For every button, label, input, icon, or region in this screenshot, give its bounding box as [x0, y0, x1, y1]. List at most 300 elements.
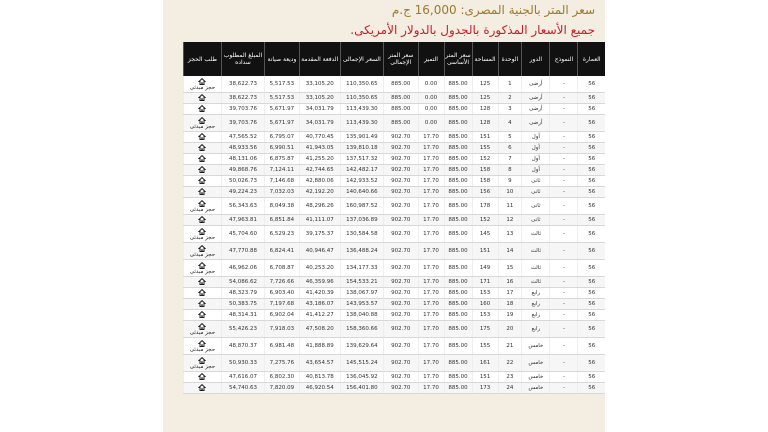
building-cell: 56 [578, 93, 605, 104]
house-icon [198, 278, 206, 285]
model-cell: - [550, 260, 578, 277]
booking-cell[interactable] [184, 355, 222, 372]
total-price-cell: 158,360.66 [340, 321, 383, 338]
base-price-cell: 885.00 [444, 383, 472, 394]
maintenance-deposit-cell: 7,726.66 [265, 277, 300, 288]
model-cell: - [550, 226, 578, 243]
down-payment-cell: 33,105.20 [299, 76, 340, 93]
total-meter-price-cell: 885.00 [383, 93, 418, 104]
total-price-cell: 138,067.97 [340, 288, 383, 299]
model-cell: - [550, 372, 578, 383]
premium-cell: 0.00 [418, 104, 444, 115]
total-price-cell: 135,901.49 [340, 132, 383, 143]
booking-request-button[interactable] [190, 78, 215, 91]
table-row [184, 176, 606, 187]
building-cell: 56 [578, 176, 605, 187]
house-icon [190, 323, 215, 330]
down-payment-cell: 41,888.89 [299, 338, 340, 355]
total-meter-price-cell: 902.70 [383, 215, 418, 226]
booking-request-button[interactable] [198, 384, 206, 391]
down-payment-cell: 41,111.07 [299, 215, 340, 226]
house-icon [198, 384, 206, 391]
amount-due-cell: 49,868.76 [221, 165, 264, 176]
col-header-maintenance-deposit: وديعة صيانة [265, 42, 300, 76]
floor-cell: أرضى [522, 93, 550, 104]
building-cell: 56 [578, 383, 605, 394]
total-price-cell: 140,640.66 [340, 187, 383, 198]
model-cell: - [550, 93, 578, 104]
amount-due-cell: 45,704.60 [221, 226, 264, 243]
building-cell: 56 [578, 165, 605, 176]
booking-label: حجز مبدئى [189, 268, 216, 275]
floor-cell: ثالث [522, 243, 550, 260]
floor-cell: ثالث [522, 226, 550, 243]
booking-request-button[interactable] [198, 155, 206, 162]
premium-cell: 17.70 [418, 226, 444, 243]
floor-cell: رابع [522, 321, 550, 338]
total-meter-price-cell: 902.70 [383, 260, 418, 277]
booking-request-button[interactable] [190, 200, 215, 213]
booking-cell[interactable] [184, 321, 222, 338]
down-payment-cell: 42,880.06 [299, 176, 340, 187]
booking-request-button[interactable] [198, 144, 206, 151]
floor-cell: خامس [522, 338, 550, 355]
house-icon [198, 177, 206, 184]
building-cell: 56 [578, 143, 605, 154]
premium-cell: 17.70 [418, 165, 444, 176]
amount-due-cell: 47,770.88 [221, 243, 264, 260]
unit-cell: 11 [498, 198, 522, 215]
premium-cell: 17.70 [418, 277, 444, 288]
total-price-cell: 137,036.89 [340, 215, 383, 226]
booking-cell[interactable] [184, 372, 222, 383]
premium-cell: 17.70 [418, 321, 444, 338]
building-cell: 56 [578, 338, 605, 355]
total-meter-price-cell: 902.70 [383, 143, 418, 154]
building-cell: 56 [578, 310, 605, 321]
area-cell: 175 [472, 321, 498, 338]
building-cell: 56 [578, 215, 605, 226]
booking-request-button[interactable] [190, 340, 215, 353]
maintenance-deposit-cell: 5,517.53 [265, 76, 300, 93]
table-row [184, 277, 606, 288]
total-meter-price-cell: 902.70 [383, 355, 418, 372]
booking-label: حجز مبدئى [189, 123, 216, 130]
total-price-cell: 113,439.30 [340, 115, 383, 132]
total-meter-price-cell: 902.70 [383, 372, 418, 383]
col-header-amount-due: المبلغ المطلوب سداده [221, 42, 264, 76]
table-row [184, 372, 606, 383]
total-price-cell: 143,953.57 [340, 299, 383, 310]
floor-cell: أول [522, 154, 550, 165]
booking-cell[interactable] [184, 176, 222, 187]
model-cell: - [550, 288, 578, 299]
booking-label: حجز مبدئى [189, 206, 216, 213]
house-icon [198, 166, 206, 173]
house-icon [190, 78, 215, 85]
area-cell: 152 [472, 215, 498, 226]
base-price-cell: 885.00 [444, 115, 472, 132]
booking-cell[interactable] [184, 76, 222, 93]
booking-cell[interactable] [184, 187, 222, 198]
unit-cell: 17 [498, 288, 522, 299]
price-per-meter-line: سعر المتر بالجنية المصرى: 16,000 ج.م [391, 3, 595, 17]
booking-request-button[interactable] [198, 311, 206, 318]
table-row [184, 76, 606, 93]
area-cell: 156 [472, 187, 498, 198]
unit-cell: 6 [498, 143, 522, 154]
building-cell: 56 [578, 104, 605, 115]
base-price-cell: 885.00 [444, 176, 472, 187]
booking-label: حجز مبدئى [189, 84, 216, 91]
unit-cell: 21 [498, 338, 522, 355]
table-row [184, 383, 606, 394]
units-price-table [183, 42, 605, 394]
unit-cell: 13 [498, 226, 522, 243]
booking-request-button[interactable] [198, 105, 206, 112]
model-cell: - [550, 143, 578, 154]
premium-cell: 17.70 [418, 355, 444, 372]
col-header-booking: طلب الحجز [184, 42, 222, 76]
booking-cell[interactable] [184, 93, 222, 104]
floor-cell: أرضى [522, 104, 550, 115]
booking-cell[interactable] [184, 310, 222, 321]
model-cell: - [550, 215, 578, 226]
booking-request-button[interactable] [198, 94, 206, 101]
area-cell: 151 [472, 132, 498, 143]
booking-request-button[interactable] [198, 216, 206, 223]
total-meter-price-cell: 885.00 [383, 104, 418, 115]
booking-cell[interactable] [184, 132, 222, 143]
base-price-cell: 885.00 [444, 338, 472, 355]
unit-cell: 7 [498, 154, 522, 165]
maintenance-deposit-cell: 6,981.48 [265, 338, 300, 355]
area-cell: 151 [472, 243, 498, 260]
building-cell: 56 [578, 277, 605, 288]
col-header-model: النموذج [550, 42, 578, 76]
premium-cell: 17.70 [418, 299, 444, 310]
premium-cell: 17.70 [418, 260, 444, 277]
maintenance-deposit-cell: 7,032.03 [265, 187, 300, 198]
floor-cell: خامس [522, 372, 550, 383]
model-cell: - [550, 176, 578, 187]
total-price-cell: 160,987.52 [340, 198, 383, 215]
col-header-base-price: سعر المتر الأساسى [444, 42, 472, 76]
booking-cell[interactable] [184, 165, 222, 176]
down-payment-cell: 34,031.79 [299, 104, 340, 115]
amount-due-cell: 54,740.63 [221, 383, 264, 394]
total-price-cell: 156,401.80 [340, 383, 383, 394]
floor-cell: ثانى [522, 176, 550, 187]
table-row [184, 243, 606, 260]
model-cell: - [550, 277, 578, 288]
total-price-cell: 139,810.18 [340, 143, 383, 154]
building-cell: 56 [578, 321, 605, 338]
area-cell: 158 [472, 165, 498, 176]
base-price-cell: 885.00 [444, 132, 472, 143]
total-meter-price-cell: 902.70 [383, 310, 418, 321]
total-price-cell: 110,350.65 [340, 93, 383, 104]
premium-cell: 17.70 [418, 143, 444, 154]
booking-cell[interactable] [184, 115, 222, 132]
col-header-total-price: السعر الإجمالى [340, 42, 383, 76]
model-cell: - [550, 198, 578, 215]
maintenance-deposit-cell: 6,529.23 [265, 226, 300, 243]
amount-due-cell: 48,323.79 [221, 288, 264, 299]
premium-cell: 17.70 [418, 243, 444, 260]
down-payment-cell: 41,255.20 [299, 154, 340, 165]
floor-cell: ثانى [522, 198, 550, 215]
total-meter-price-cell: 902.70 [383, 288, 418, 299]
total-meter-price-cell: 885.00 [383, 76, 418, 93]
booking-request-button[interactable] [198, 289, 206, 296]
floor-cell: ثالث [522, 277, 550, 288]
model-cell: - [550, 299, 578, 310]
house-icon [190, 200, 215, 207]
booking-request-button[interactable] [190, 357, 215, 370]
area-cell: 160 [472, 299, 498, 310]
maintenance-deposit-cell: 6,875.87 [265, 154, 300, 165]
booking-request-button[interactable] [198, 133, 206, 140]
amount-due-cell: 47,616.07 [221, 372, 264, 383]
table-row [184, 143, 606, 154]
maintenance-deposit-cell: 6,802.30 [265, 372, 300, 383]
model-cell: - [550, 310, 578, 321]
total-meter-price-cell: 902.70 [383, 243, 418, 260]
house-icon [198, 311, 206, 318]
floor-cell: ثالث [522, 260, 550, 277]
booking-cell[interactable] [184, 104, 222, 115]
booking-request-button[interactable] [190, 228, 215, 241]
amount-due-cell: 50,930.33 [221, 355, 264, 372]
total-meter-price-cell: 902.70 [383, 299, 418, 310]
unit-cell: 19 [498, 310, 522, 321]
floor-cell: خامس [522, 383, 550, 394]
model-cell: - [550, 355, 578, 372]
amount-due-cell: 38,622.73 [221, 76, 264, 93]
area-cell: 178 [472, 198, 498, 215]
house-icon [198, 188, 206, 195]
total-price-cell: 110,350.65 [340, 76, 383, 93]
unit-cell: 22 [498, 355, 522, 372]
floor-cell: رابع [522, 288, 550, 299]
base-price-cell: 885.00 [444, 355, 472, 372]
table-row [184, 310, 606, 321]
maintenance-deposit-cell: 7,124.11 [265, 165, 300, 176]
maintenance-deposit-cell: 7,146.68 [265, 176, 300, 187]
col-header-area: المساحة [472, 42, 498, 76]
maintenance-deposit-cell: 5,671.97 [265, 104, 300, 115]
maintenance-deposit-cell: 6,902.04 [265, 310, 300, 321]
amount-due-cell: 48,314.31 [221, 310, 264, 321]
model-cell: - [550, 76, 578, 93]
area-cell: 128 [472, 104, 498, 115]
area-cell: 153 [472, 288, 498, 299]
booking-cell[interactable] [184, 260, 222, 277]
premium-cell: 17.70 [418, 154, 444, 165]
unit-cell: 9 [498, 176, 522, 187]
booking-cell[interactable] [184, 143, 222, 154]
booking-cell[interactable] [184, 288, 222, 299]
total-meter-price-cell: 902.70 [383, 321, 418, 338]
total-meter-price-cell: 885.00 [383, 115, 418, 132]
total-meter-price-cell: 902.70 [383, 132, 418, 143]
down-payment-cell: 33,105.20 [299, 93, 340, 104]
premium-cell: 0.00 [418, 76, 444, 93]
total-price-cell: 138,040.88 [340, 310, 383, 321]
maintenance-deposit-cell: 8,049.38 [265, 198, 300, 215]
booking-cell[interactable] [184, 277, 222, 288]
base-price-cell: 885.00 [444, 154, 472, 165]
model-cell: - [550, 243, 578, 260]
floor-cell: رابع [522, 299, 550, 310]
amount-due-cell: 38,622.73 [221, 93, 264, 104]
maintenance-deposit-cell: 7,197.68 [265, 299, 300, 310]
base-price-cell: 885.00 [444, 260, 472, 277]
building-cell: 56 [578, 288, 605, 299]
base-price-cell: 885.00 [444, 215, 472, 226]
area-cell: 161 [472, 355, 498, 372]
maintenance-deposit-cell: 7,275.76 [265, 355, 300, 372]
base-price-cell: 885.00 [444, 299, 472, 310]
area-cell: 151 [472, 372, 498, 383]
unit-cell: 10 [498, 187, 522, 198]
premium-cell: 17.70 [418, 338, 444, 355]
premium-cell: 17.70 [418, 288, 444, 299]
maintenance-deposit-cell: 6,990.51 [265, 143, 300, 154]
floor-cell: ثانى [522, 187, 550, 198]
maintenance-deposit-cell: 6,903.40 [265, 288, 300, 299]
table-row [184, 215, 606, 226]
model-cell: - [550, 383, 578, 394]
model-cell: - [550, 132, 578, 143]
total-meter-price-cell: 902.70 [383, 165, 418, 176]
unit-cell: 5 [498, 132, 522, 143]
building-cell: 56 [578, 187, 605, 198]
model-cell: - [550, 338, 578, 355]
booking-request-button[interactable] [190, 323, 215, 336]
table-row [184, 154, 606, 165]
maintenance-deposit-cell: 6,708.87 [265, 260, 300, 277]
down-payment-cell: 41,412.27 [299, 310, 340, 321]
total-price-cell: 137,517.32 [340, 154, 383, 165]
premium-cell: 17.70 [418, 187, 444, 198]
building-cell: 56 [578, 372, 605, 383]
building-cell: 56 [578, 243, 605, 260]
booking-cell[interactable] [184, 243, 222, 260]
booking-request-button[interactable] [190, 117, 215, 130]
booking-cell[interactable] [184, 226, 222, 243]
table-row [184, 355, 606, 372]
amount-due-cell: 50,383.75 [221, 299, 264, 310]
area-cell: 128 [472, 115, 498, 132]
down-payment-cell: 34,031.79 [299, 115, 340, 132]
booking-request-button[interactable] [198, 188, 206, 195]
model-cell: - [550, 154, 578, 165]
maintenance-deposit-cell: 6,851.84 [265, 215, 300, 226]
table-row [184, 187, 606, 198]
amount-due-cell: 47,963.81 [221, 215, 264, 226]
area-cell: 158 [472, 176, 498, 187]
building-cell: 56 [578, 115, 605, 132]
total-meter-price-cell: 902.70 [383, 277, 418, 288]
total-price-cell: 145,515.24 [340, 355, 383, 372]
amount-due-cell: 39,703.76 [221, 104, 264, 115]
area-cell: 152 [472, 154, 498, 165]
base-price-cell: 885.00 [444, 372, 472, 383]
down-payment-cell: 46,359.96 [299, 277, 340, 288]
floor-cell: أول [522, 143, 550, 154]
total-price-cell: 134,177.33 [340, 260, 383, 277]
booking-cell[interactable] [184, 383, 222, 394]
area-cell: 149 [472, 260, 498, 277]
booking-request-button[interactable] [198, 166, 206, 173]
amount-due-cell: 39,703.76 [221, 115, 264, 132]
booking-cell[interactable] [184, 215, 222, 226]
total-meter-price-cell: 902.70 [383, 226, 418, 243]
booking-request-button[interactable] [190, 262, 215, 275]
col-header-total-meter-price: سعر المتر الإجمالى [383, 42, 418, 76]
booking-request-button[interactable] [198, 278, 206, 285]
booking-cell[interactable] [184, 299, 222, 310]
table-row [184, 104, 606, 115]
col-header-building: العمارة [578, 42, 605, 76]
booking-request-button[interactable] [190, 245, 215, 258]
booking-cell[interactable] [184, 198, 222, 215]
house-icon [190, 117, 215, 124]
maintenance-deposit-cell: 7,820.09 [265, 383, 300, 394]
base-price-cell: 885.00 [444, 321, 472, 338]
booking-label: حجز مبدئى [189, 346, 216, 353]
booking-request-button[interactable] [198, 177, 206, 184]
table-row [184, 132, 606, 143]
booking-cell[interactable] [184, 338, 222, 355]
booking-cell[interactable] [184, 154, 222, 165]
total-meter-price-cell: 902.70 [383, 383, 418, 394]
amount-due-cell: 54,086.62 [221, 277, 264, 288]
base-price-cell: 885.00 [444, 310, 472, 321]
maintenance-deposit-cell: 5,517.53 [265, 93, 300, 104]
booking-request-button[interactable] [198, 373, 206, 380]
currency-note-line: جميع الأسعار المذكورة بالجدول بالدولار الأمريكى. [350, 23, 595, 37]
house-icon [190, 262, 215, 269]
unit-cell: 14 [498, 243, 522, 260]
area-cell: 153 [472, 310, 498, 321]
base-price-cell: 885.00 [444, 288, 472, 299]
house-icon [198, 216, 206, 223]
floor-cell: أرضى [522, 76, 550, 93]
down-payment-cell: 40,253.20 [299, 260, 340, 277]
unit-cell: 8 [498, 165, 522, 176]
down-payment-cell: 41,943.05 [299, 143, 340, 154]
base-price-cell: 885.00 [444, 226, 472, 243]
table-row [184, 115, 606, 132]
booking-request-button[interactable] [198, 300, 206, 307]
unit-cell: 16 [498, 277, 522, 288]
booking-label: حجز مبدئى [189, 234, 216, 241]
col-header-premium: التميز [418, 42, 444, 76]
total-meter-price-cell: 902.70 [383, 198, 418, 215]
house-icon [198, 155, 206, 162]
floor-cell: ثانى [522, 215, 550, 226]
house-icon [198, 289, 206, 296]
area-cell: 125 [472, 93, 498, 104]
base-price-cell: 885.00 [444, 277, 472, 288]
model-cell: - [550, 115, 578, 132]
premium-cell: 17.70 [418, 132, 444, 143]
model-cell: - [550, 104, 578, 115]
down-payment-cell: 39,175.37 [299, 226, 340, 243]
